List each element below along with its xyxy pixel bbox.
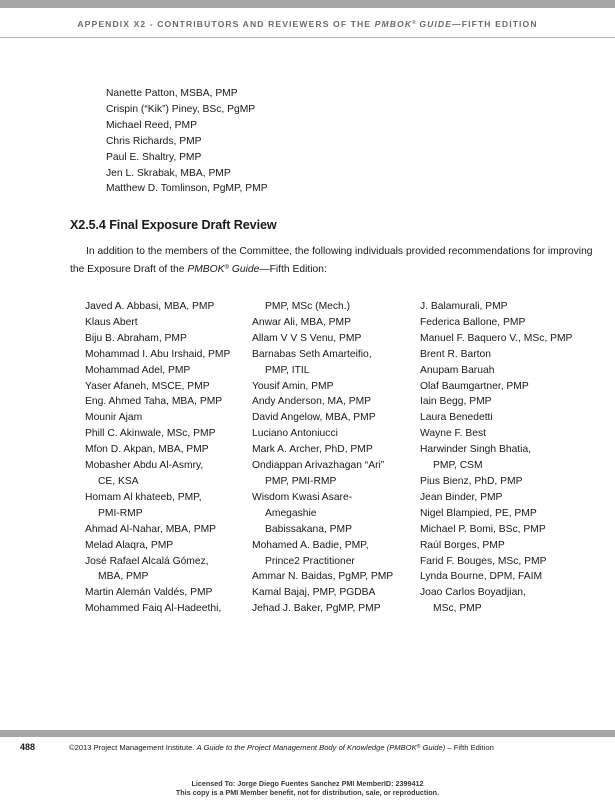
running-header: APPENDIX X2 - CONTRIBUTORS AND REVIEWERS OF THE PMBOK® GUIDE—FIFTH EDITION	[77, 19, 538, 29]
list-item: Jean Binder, PMP	[420, 491, 503, 503]
list-item: Homam Al khateeb, PMP,	[85, 491, 202, 503]
list-item: Ahmad Al-Nahar, MBA, PMP	[85, 523, 217, 535]
list-item: Ammar N. Baidas, PgMP, PMP	[252, 571, 394, 583]
intro-line-1: In addition to the members of the Committee, the following individuals provided recommendations for improving	[86, 246, 593, 257]
list-item: Nanette Patton, MSBA, PMP	[106, 88, 238, 99]
list-item: Yaser Afaneh, MSCE, PMP	[85, 380, 210, 392]
list-item: Biju B. Abraham, PMP	[85, 332, 187, 344]
list-item: Wisdom Kwasi Asare-	[252, 491, 353, 503]
copyright-line: ©2013 Project Management Institute. A Guide to the Project Management Body of Knowledge (PMBOK® Guide) – Fifth Edition	[69, 743, 494, 752]
license-notice	[0, 779, 615, 797]
list-item: Mounir Ajam	[85, 412, 143, 424]
list-item: Mfon D. Akpan, MBA, PMP	[85, 444, 209, 456]
list-item: PMP, PMI-RMP	[265, 475, 337, 487]
list-item: Barnabas Seth Amarteifio,	[252, 348, 372, 360]
reviewer-column-1	[85, 299, 230, 617]
list-item: Klaus Abert	[85, 316, 138, 328]
list-item: Luciano Antoniucci	[252, 428, 338, 440]
list-item: Michael Reed, PMP	[106, 119, 197, 131]
list-item: Phill C. Akinwale, MSc, PMP	[85, 428, 216, 440]
list-item: PMP, CSM	[433, 460, 483, 472]
list-item: Chris Richards, PMP	[106, 135, 202, 147]
list-item: Javed A. Abbasi, MBA, PMP	[85, 301, 215, 312]
list-item: Mohammad I. Abu Irshaid, PMP	[85, 348, 231, 360]
continued-name-list	[106, 86, 268, 197]
list-item: Martin Alemán Valdés, PMP	[85, 587, 213, 599]
list-item: Nigel Blampied, PE, PMP	[420, 507, 537, 519]
license-line-2: This copy is a PMI Member benefit, not for distribution, sale, or reproduction.	[175, 788, 440, 797]
list-item: Jehad J. Baker, PgMP, PMP	[252, 603, 381, 615]
list-item: PMI-RMP	[98, 507, 143, 519]
list-item: Mohammad Adel, PMP	[85, 364, 191, 376]
list-item: Farid F. Bouges, MSc, PMP	[420, 555, 547, 567]
list-item: Lynda Bourne, DPM, FAIM	[420, 571, 543, 583]
list-item: Andy Anderson, MA, PMP	[252, 396, 372, 408]
list-item: Anwar Ali, MBA, PMP	[252, 316, 351, 328]
list-item: Paul E. Shaltry, PMP	[106, 151, 202, 163]
list-item: Anupam Baruah	[420, 364, 495, 376]
list-item: Mohamed A. Badie, PMP,	[252, 539, 369, 551]
list-item: David Angelow, MBA, PMP	[252, 412, 376, 424]
list-item: Prince2 Practitioner	[265, 555, 355, 567]
list-item: Iain Begg, PMP	[420, 396, 492, 408]
list-item: Mark A. Archer, PhD, PMP	[252, 444, 373, 456]
list-item: MBA, PMP	[98, 571, 149, 583]
section-title: X2.5.4 Final Exposure Draft Review	[70, 218, 277, 232]
list-item: Jen L. Skrabak, MBA, PMP	[106, 167, 231, 179]
list-item: Crispin (“Kik”) Piney, BSc, PgMP	[106, 103, 256, 115]
header-rule	[0, 37, 615, 38]
list-item: Mobasher Abdu Al-Asmry,	[85, 460, 204, 472]
list-item: Ondiappan Arivazhagan “Ari”	[252, 460, 385, 472]
intro-line-2: the Exposure Draft of the PMBOK® Guide—Fifth Edition:	[70, 264, 327, 275]
list-item: Melad Alaqra, PMP	[85, 539, 174, 551]
list-item: PMP, ITIL	[265, 364, 310, 376]
license-line-1: Licensed To: Jorge Diego Fuentes Sanchez PMI MemberID: 2399412	[191, 779, 424, 788]
footer-rule	[0, 730, 615, 737]
list-item: Michael P. Bomi, BSc, PMP	[420, 523, 546, 535]
intro-paragraph	[70, 244, 593, 278]
list-item: Mohammed Faiq Al-Hadeethi,	[85, 603, 222, 615]
list-item: Brent R. Barton	[420, 348, 491, 360]
list-item: Eng. Ahmed Taha, MBA, PMP	[85, 396, 223, 408]
list-item: Wayne F. Best	[420, 428, 486, 440]
list-item: Kamal Bajaj, PMP, PGDBA	[252, 587, 376, 599]
list-item: Matthew D. Tomlinson, PgMP, PMP	[106, 183, 268, 195]
list-item: Manuel F. Baquero V., MSc, PMP	[420, 332, 573, 344]
list-item: Allam V V S Venu, PMP	[252, 332, 362, 344]
list-item: Yousif Amin, PMP	[252, 380, 334, 392]
top-rule	[0, 0, 615, 8]
list-item: PMP, MSc (Mech.)	[265, 301, 351, 312]
list-item: Pius Bienz, PhD, PMP	[420, 475, 523, 487]
list-item: J. Balamurali, PMP	[420, 301, 508, 312]
reviewer-column-2	[252, 299, 393, 617]
page-number: 488	[20, 742, 36, 752]
list-item: MSc, PMP	[433, 603, 482, 615]
reviewer-column-3	[420, 299, 572, 617]
list-item: Amegashie	[265, 507, 317, 519]
list-item: Raúl Borges, PMP	[420, 539, 505, 551]
list-item: José Rafael Alcalá Gómez,	[85, 555, 209, 567]
list-item: Joao Carlos Boyadjian,	[420, 587, 526, 599]
list-item: Laura Benedetti	[420, 412, 493, 424]
list-item: Babissakana, PMP	[265, 523, 352, 535]
list-item: Olaf Baumgartner, PMP	[420, 380, 529, 392]
list-item: CE, KSA	[98, 475, 139, 487]
list-item: Harwinder Singh Bhatia,	[420, 444, 532, 456]
list-item: Federica Ballone, PMP	[420, 316, 526, 328]
